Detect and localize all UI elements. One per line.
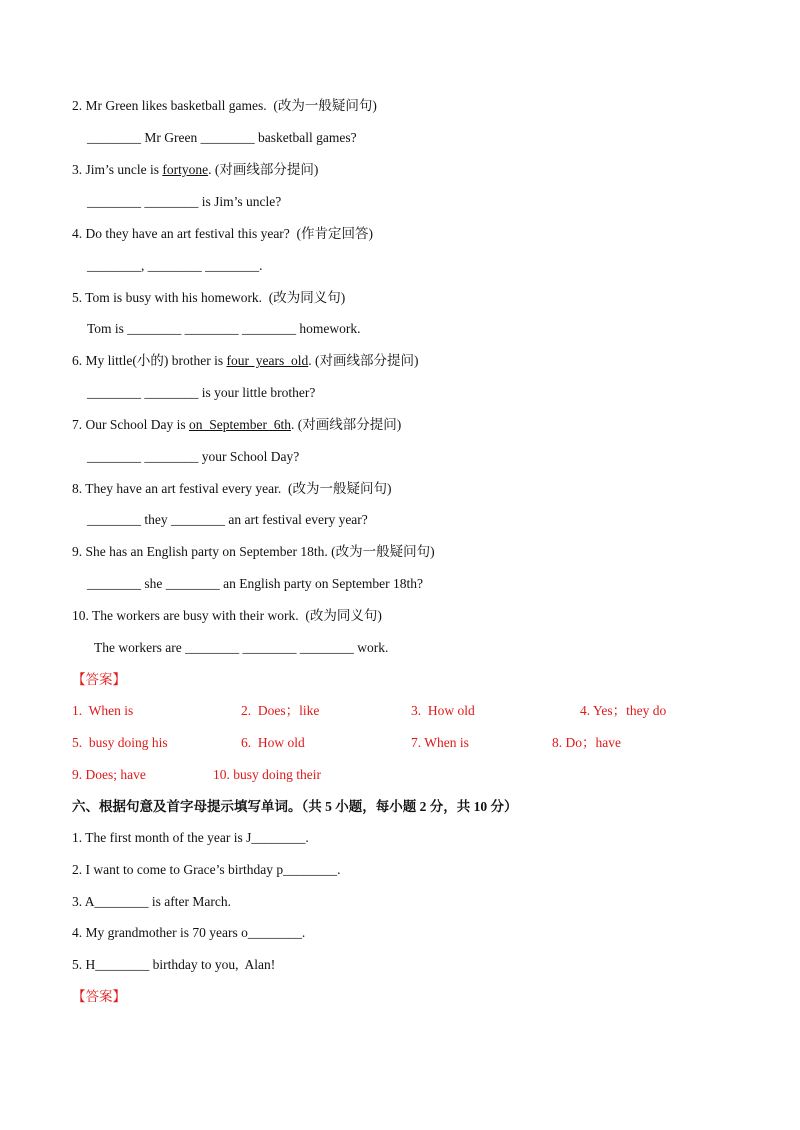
answer-7: 7. When is (411, 735, 469, 750)
section-6-item-2: 2. I want to come to Grace’s birthday p________. (72, 862, 341, 877)
question-6 (72, 352, 418, 370)
question-7-underlined: on September 6th (189, 417, 291, 432)
question-3 (72, 161, 318, 179)
answer-9: 9. Does; have (72, 767, 146, 782)
question-2-blank: ________ Mr Green ________ basketball games? (87, 130, 357, 145)
question-7-pre: 7. Our School Day is (72, 417, 189, 432)
question-9: 9. She has an English party on September 18th. (改为一般疑问句) (72, 544, 435, 559)
question-6-underlined: four years old (226, 353, 309, 368)
section-6-item-5: 5. H________ birthday to you, Alan! (72, 957, 276, 972)
question-6-blank: ________ ________ is your little brother? (87, 385, 316, 400)
question-8: 8. They have an art festival every year. (改为一般疑问句) (72, 481, 392, 496)
question-9-blank: ________ she ________ an English party on September 18th? (87, 576, 423, 591)
answer-label-2: 【答案】 (72, 989, 126, 1004)
answer-10: 10. busy doing their (213, 767, 321, 782)
question-3-pre: 3. Jim’s uncle is (72, 162, 163, 177)
question-5-blank: Tom is ________ ________ ________ homework. (87, 321, 361, 336)
question-3-underlined: fortyone (162, 162, 209, 177)
question-5: 5. Tom is busy with his homework. (改为同义句) (72, 290, 346, 305)
answer-1: 1. When is (72, 703, 134, 718)
question-7-post: . (对画线部分提问) (290, 417, 402, 432)
answer-5: 5. busy doing his (72, 735, 168, 750)
question-4-blank: ________, ________ ________. (87, 258, 263, 273)
question-7 (72, 416, 401, 434)
answer-6: 6. How old (241, 735, 305, 750)
question-10-blank: The workers are ________ ________ ________ work. (94, 640, 389, 655)
question-10: 10. The workers are busy with their work. (改为同义句) (72, 608, 382, 623)
answer-4: 4. Yes；they do (580, 703, 667, 718)
answer-2: 2. Does；like (241, 703, 320, 718)
answer-label: 【答案】 (72, 672, 126, 687)
question-8-blank: ________ they ________ an art festival every year? (87, 512, 368, 527)
question-3-post: . (对画线部分提问) (208, 162, 319, 177)
question-6-post: . (对画线部分提问) (308, 353, 419, 368)
section-6-title: 六、根据句意及首字母提示填写单词。（共 5 小题，每小题 2 分，共 10 分） (72, 799, 518, 814)
question-3-blank: ________ ________ is Jim’s uncle? (87, 194, 282, 209)
section-6-item-1: 1. The first month of the year is J________. (72, 830, 309, 845)
answer-3: 3. How old (411, 703, 475, 718)
question-4: 4. Do they have an art festival this year? (作肯定回答) (72, 226, 374, 241)
section-6-item-3: 3. A________ is after March. (72, 894, 231, 909)
answer-8: 8. Do；have (552, 735, 621, 750)
question-6-pre: 6. My little(小的) brother is (72, 353, 227, 368)
section-6-item-4: 4. My grandmother is 70 years o________. (72, 925, 306, 940)
question-2: 2. Mr Green likes basketball games. (改为一般疑问句) (72, 98, 377, 113)
question-7-blank: ________ ________ your School Day? (87, 449, 300, 464)
